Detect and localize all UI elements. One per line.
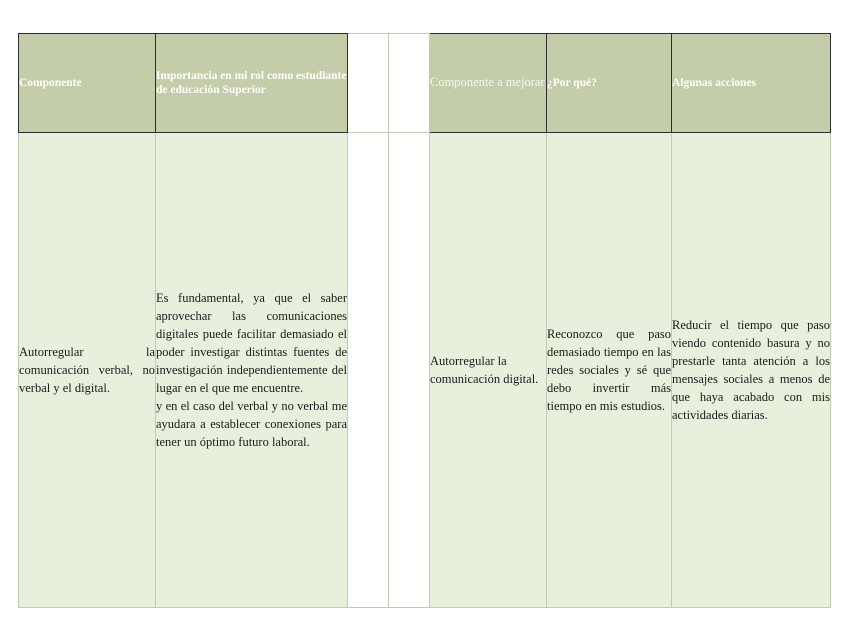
comparison-table (18, 33, 831, 608)
spacer-cell-2 (389, 133, 430, 608)
cell-componente: Autorregular la comunicación verbal, no verbal y el digital. (19, 133, 156, 608)
cell-por-que: Reconozco que paso demasiado tiempo en las redes sociales y sé que debo invertir más tiempo en mis estudios. (547, 133, 672, 608)
cell-importancia: Es fundamental, ya que el saber aprovechar las comunicaciones digitales puede facilitar demasiado el poder investigar distintas fuentes de investigación independientemente del lugar en el que me encuentre. y en el caso del verbal y no verbal me ayudara a establecer conexiones para tener un óptimo futuro laboral. (156, 133, 348, 608)
cell-acciones: Reducir el tiempo que paso viendo contenido basura y no prestarle tanta atención a los mensajes sociales a menos de que haya acabado con mis actividades diarias. (672, 133, 831, 608)
content-row (19, 133, 831, 608)
header-componente: Componente (19, 34, 156, 133)
spacer-cell-1 (348, 133, 389, 608)
header-acciones: Algunas acciones (672, 34, 831, 133)
header-por-que: ¿Por qué? (547, 34, 672, 133)
spacer-column-2 (389, 34, 430, 133)
spacer-column-1 (348, 34, 389, 133)
header-importancia: Importancia en mi rol como estudiante de educación Superior (156, 34, 348, 133)
cell-componente-mejorar: Autorregular la comunicación digital. (430, 133, 547, 608)
header-componente-mejorar: Componente a mejorar (430, 34, 547, 133)
header-row (19, 34, 831, 133)
